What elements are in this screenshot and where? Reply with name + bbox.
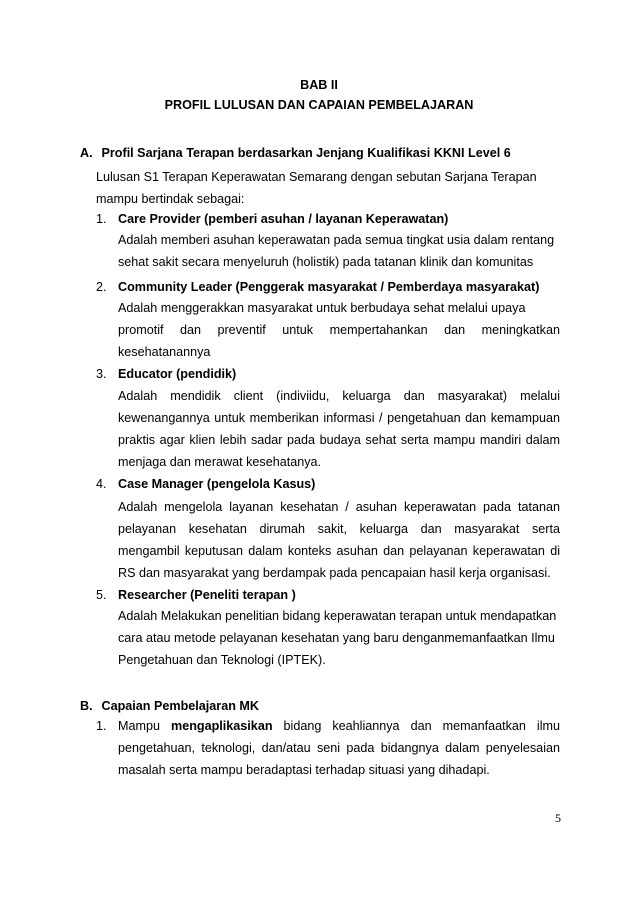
item-title: Researcher (Peneliti terapan ) [118, 588, 296, 602]
item-line: menjaga dan merawat kesehatanya. [118, 455, 322, 469]
section-b-title: Capaian Pembelajaran MK [101, 699, 259, 713]
item-number: 2. [96, 280, 107, 294]
item-number: 1. [96, 212, 107, 226]
item-line: Adalah mengelola layanan kesehatan / asuhan keperawatan pada tatanan [118, 500, 560, 514]
item-number: 3. [96, 367, 107, 381]
item-line: Adalah mendidik client (indiviidu, keluarga dan masyarakat) melalui [118, 389, 560, 403]
item-body [118, 496, 560, 584]
list-item-educator [96, 367, 236, 381]
list-item-researcher [96, 588, 296, 602]
list-item-care-provider [96, 212, 448, 226]
item-number: 1. [96, 719, 107, 733]
page-number: 5 [555, 811, 561, 825]
item-line: Adalah memberi asuhan keperawatan pada semua tingkat usia dalam rentang [118, 233, 555, 247]
chapter-label: BAB II [300, 78, 338, 92]
section-b-label: B. [80, 699, 93, 713]
item-body [118, 385, 560, 473]
capaian-pre: Mampu [118, 719, 172, 733]
intro-line: mampu bertindak sebagai: [96, 192, 245, 206]
capaian-line [118, 719, 560, 733]
item-line: promotif dan preventif untuk mempertahankan dan meningkatkan [118, 323, 560, 337]
chapter-title: PROFIL LULUSAN DAN CAPAIAN PEMBELAJARAN [164, 98, 474, 112]
item-line: praktis agar klien lebih sadar pada budaya sehat serta mampu mandiri dalam [118, 433, 560, 447]
intro-line: Lulusan S1 Terapan Keperawatan Semarang dengan sebutan Sarjana Terapan [96, 170, 537, 184]
item-line: Adalah Melakukan penelitian bidang keperawatan terapan untuk mendapatkan [118, 609, 557, 623]
section-a-title: Profil Sarjana Terapan berdasarkan Jenjang Kualifikasi KKNI Level 6 [101, 146, 511, 160]
item-line: cara atau metode pelayanan kesehatan yang baru denganmemanfaatkan Ilmu [118, 631, 555, 645]
section-b-heading [80, 699, 259, 713]
capaian-post: bidang keahliannya dan memanfaatkan ilmu [272, 719, 560, 733]
item-line: kesehatanannya [118, 345, 211, 359]
list-item-community-leader [96, 280, 539, 294]
item-line: sehat sakit secara menyeluruh (holistik) pada tatanan klinik dan komunitas [118, 255, 534, 269]
section-a-heading [80, 146, 511, 160]
item-line: pelayanan kesehatan dirumah sakit, keluarga dan masyarakat serta [118, 522, 560, 536]
item-number: 5. [96, 588, 107, 602]
list-item-case-manager [96, 477, 315, 491]
item-line: masalah serta mampu beradaptasi terhadap situasi yang dihadapi. [118, 763, 490, 777]
item-body [118, 605, 560, 671]
item-line: RS dan masyarakat yang berdampak pada pencapaian hasil kerja organisasi. [118, 566, 551, 580]
item-body [118, 229, 560, 273]
section-a-label: A. [80, 146, 93, 160]
item-number: 4. [96, 477, 107, 491]
item-title: Community Leader (Penggerak masyarakat / Pemberdaya masyarakat) [118, 280, 540, 294]
capaian-keyword: mengaplikasikan [171, 719, 273, 733]
item-line: kewenangannya untuk memberikan informasi / pengetahuan dan kemampuan [118, 411, 560, 425]
item-title: Educator (pendidik) [118, 367, 237, 381]
item-line: pengetahuan, teknologi, dan/atau seni pada bidangnya dalam penyelesaian [118, 741, 560, 755]
item-title: Care Provider (pemberi asuhan / layanan Keperawatan) [118, 212, 449, 226]
list-item-capaian-1 [96, 719, 560, 733]
item-line: Pengetahuan dan Teknologi (IPTEK). [118, 653, 326, 667]
item-line: Adalah menggerakkan masyarakat untuk berbudaya sehat melalui upaya [118, 301, 526, 315]
item-body [118, 297, 560, 363]
item-line: mengambil keputusan dalam konteks asuhan dan pelayanan keperawatan di [118, 544, 560, 558]
item-title: Case Manager (pengelola Kasus) [118, 477, 316, 491]
item-body [118, 737, 560, 781]
section-a-intro [96, 166, 560, 210]
